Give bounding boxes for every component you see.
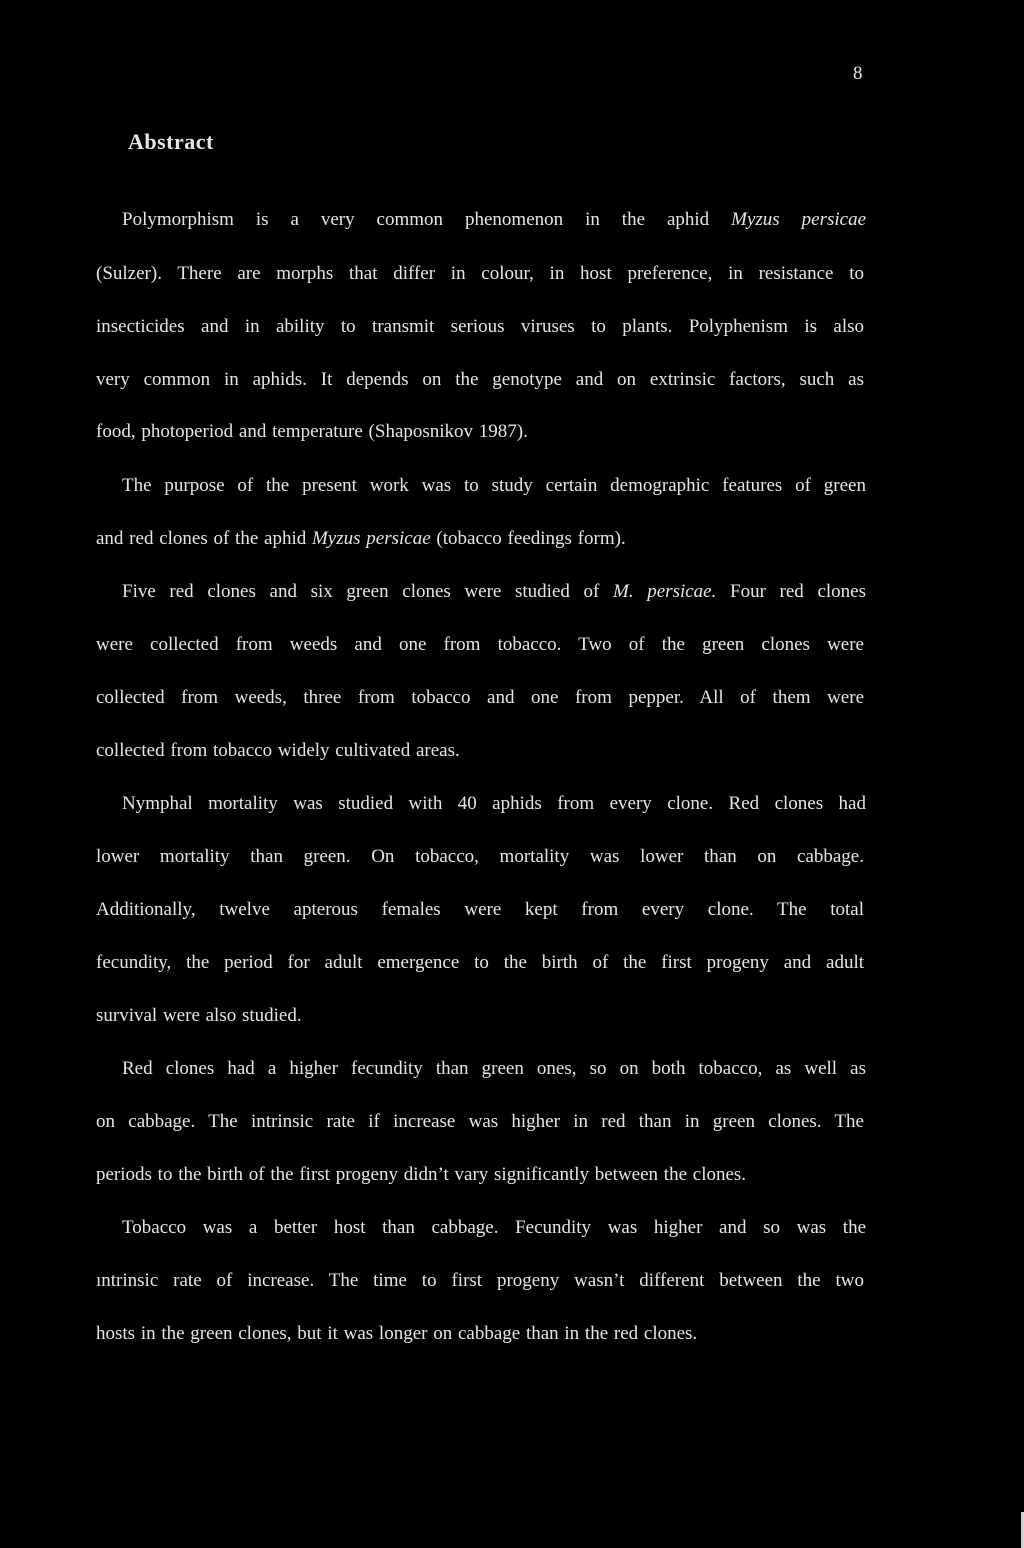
text-line: hosts in the green clones, but it was longer on cabbage than in the red clones. [96, 1323, 698, 1344]
text-line: collected from tobacco widely cultivated areas. [96, 740, 460, 761]
text-line: ıntrinsic rate of increase. The time to first progeny wasn’t different between the two [96, 1270, 864, 1291]
text-line: (Sulzer). There are morphs that differ in colour, in host preference, in resistance to [96, 263, 864, 284]
text-line: were collected from weeds and one from tobacco. Two of the green clones were [96, 634, 864, 655]
text-line: Additionally, twelve apterous females were kept from every clone. The total [96, 899, 864, 920]
text-line: The purpose of the present work was to study certain demographic features of green [122, 475, 866, 496]
text-line: Tobacco was a better host than cabbage. Fecundity was higher and so was the [122, 1217, 866, 1238]
text-line: periods to the birth of the first progeny didn’t vary significantly between the clones. [96, 1164, 747, 1185]
text-line: lower mortality than green. On tobacco, mortality was lower than on cabbage. [96, 846, 864, 867]
text-line: Nymphal mortality was studied with 40 aphids from every clone. Red clones had [122, 793, 866, 814]
text-line: food, photoperiod and temperature (Shaposnikov 1987). [96, 421, 528, 442]
text-line: survival were also studied. [96, 1005, 302, 1026]
text-line: insecticides and in ability to transmit serious viruses to plants. Polyphenism is also [96, 316, 864, 337]
page-title: Abstract [128, 129, 214, 154]
text-line: fecundity, the period for adult emergence to the birth of the first progeny and adult [96, 952, 864, 973]
page-number: 8 [853, 63, 863, 84]
text-line: Five red clones and six green clones were studied of M. persicae. Four red clones [122, 581, 866, 602]
text-line: collected from weeds, three from tobacco and one from pepper. All of them were [96, 687, 864, 708]
text-line: Red clones had a higher fecundity than green ones, so on both tobacco, as well as [122, 1058, 866, 1079]
text-line: very common in aphids. It depends on the genotype and on extrinsic factors, such as [96, 369, 864, 390]
text-line: and red clones of the aphid Myzus persicae (tobacco feedings form). [96, 528, 626, 549]
text-line: on cabbage. The intrinsic rate if increase was higher in red than in green clones. The [96, 1111, 864, 1132]
text-line: Polymorphism is a very common phenomenon in the aphid Myzus persicae [122, 209, 867, 230]
